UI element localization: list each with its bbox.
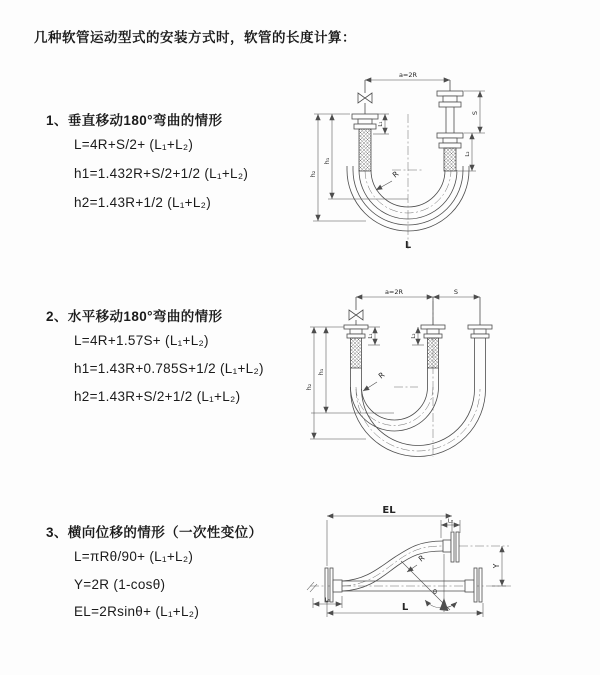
centerlines (392, 114, 424, 249)
angle-construction (401, 554, 457, 612)
dim-label-l1: L₁ (324, 597, 331, 604)
braided-hose-section (444, 148, 456, 171)
formula-line: h2=1.43R+1/2 (L₁+L₂) (74, 195, 212, 210)
diagram-horizontal-180-bend (306, 287, 591, 462)
formula-line: L=4R+1.57S+ (L₁+L₂) (74, 333, 209, 348)
angle-wedge (440, 598, 449, 611)
formula-line: EL=2Rsinθ+ (L₁+L₂) (74, 604, 200, 619)
dim-label-y: Y (492, 563, 501, 569)
dim-label-a2r: a=2R (384, 288, 404, 296)
dim-label-a2r: a=2R (398, 71, 418, 79)
dim-label-s: S (453, 288, 459, 296)
section-2-heading: 2、水平移动180°弯曲的情形 (46, 309, 223, 324)
right-pipe-assembly (437, 80, 463, 171)
dim-label-l1: L₁ (368, 333, 374, 339)
dimensions (305, 288, 480, 439)
radius-label: R (390, 169, 401, 180)
hose-u-position-1 (351, 368, 439, 431)
right-pipe-assembly (468, 297, 492, 338)
length-label: L (404, 240, 412, 251)
section-1-heading: 1、垂直移动180°弯曲的情形 (46, 113, 223, 128)
braided-hose-section (428, 338, 439, 368)
dim-label-l2: L₂ (447, 518, 454, 525)
dim-label-h1: h₁ (323, 157, 331, 165)
dim-label-h1: h₁ (317, 368, 325, 376)
braided-hose-section (359, 129, 371, 171)
dim-label-l1: L₁ (378, 121, 384, 127)
formula-line: L=πRθ/90+ (L₁+L₂) (74, 549, 194, 564)
formula-line: Y=2R (1-cosθ) (74, 577, 166, 592)
diagram-lateral-displacement (297, 500, 597, 650)
formula-line: h1=1.432R+S/2+1/2 (L₁+L₂) (74, 166, 249, 181)
braided-hose-section (351, 338, 362, 368)
valve-icon (349, 310, 356, 320)
hose-straight-position (342, 568, 482, 602)
dim-label-l: L (401, 602, 409, 613)
page-title: 几种软管运动型式的安装方式时，软管的长度计算： (34, 30, 356, 45)
hose-u-position-2 (351, 338, 486, 457)
valve-icon (365, 93, 372, 103)
radius-label: R (416, 553, 427, 564)
valve-icon (358, 93, 365, 103)
formula-line: h1=1.43R+0.785S+1/2 (L₁+L₂) (74, 361, 264, 376)
diagram-vertical-180-bend (308, 66, 588, 256)
dim-label-l2: L₂ (411, 333, 417, 339)
dim-label-s: S (471, 110, 479, 116)
dim-label-el: EL (382, 505, 396, 516)
radius-label: R (376, 370, 387, 381)
dim-label-h2: h₂ (309, 170, 317, 178)
hose-displaced-position (342, 532, 459, 591)
left-pipe-assembly (344, 297, 368, 368)
left-pipe-assembly (352, 80, 378, 171)
dim-label-l2: L₂ (465, 151, 471, 157)
middle-pipe-assembly (421, 297, 445, 368)
valve-icon (356, 310, 363, 320)
section-3-heading: 3、横向位移的情形（一次性变位） (46, 525, 263, 540)
angle-label: θ (433, 588, 437, 596)
formula-line: L=4R+S/2+ (L₁+L₂) (74, 137, 194, 152)
formula-line: h2=1.43R+S/2+1/2 (L₁+L₂) (74, 389, 241, 404)
dim-label-h2: h₂ (305, 383, 313, 391)
